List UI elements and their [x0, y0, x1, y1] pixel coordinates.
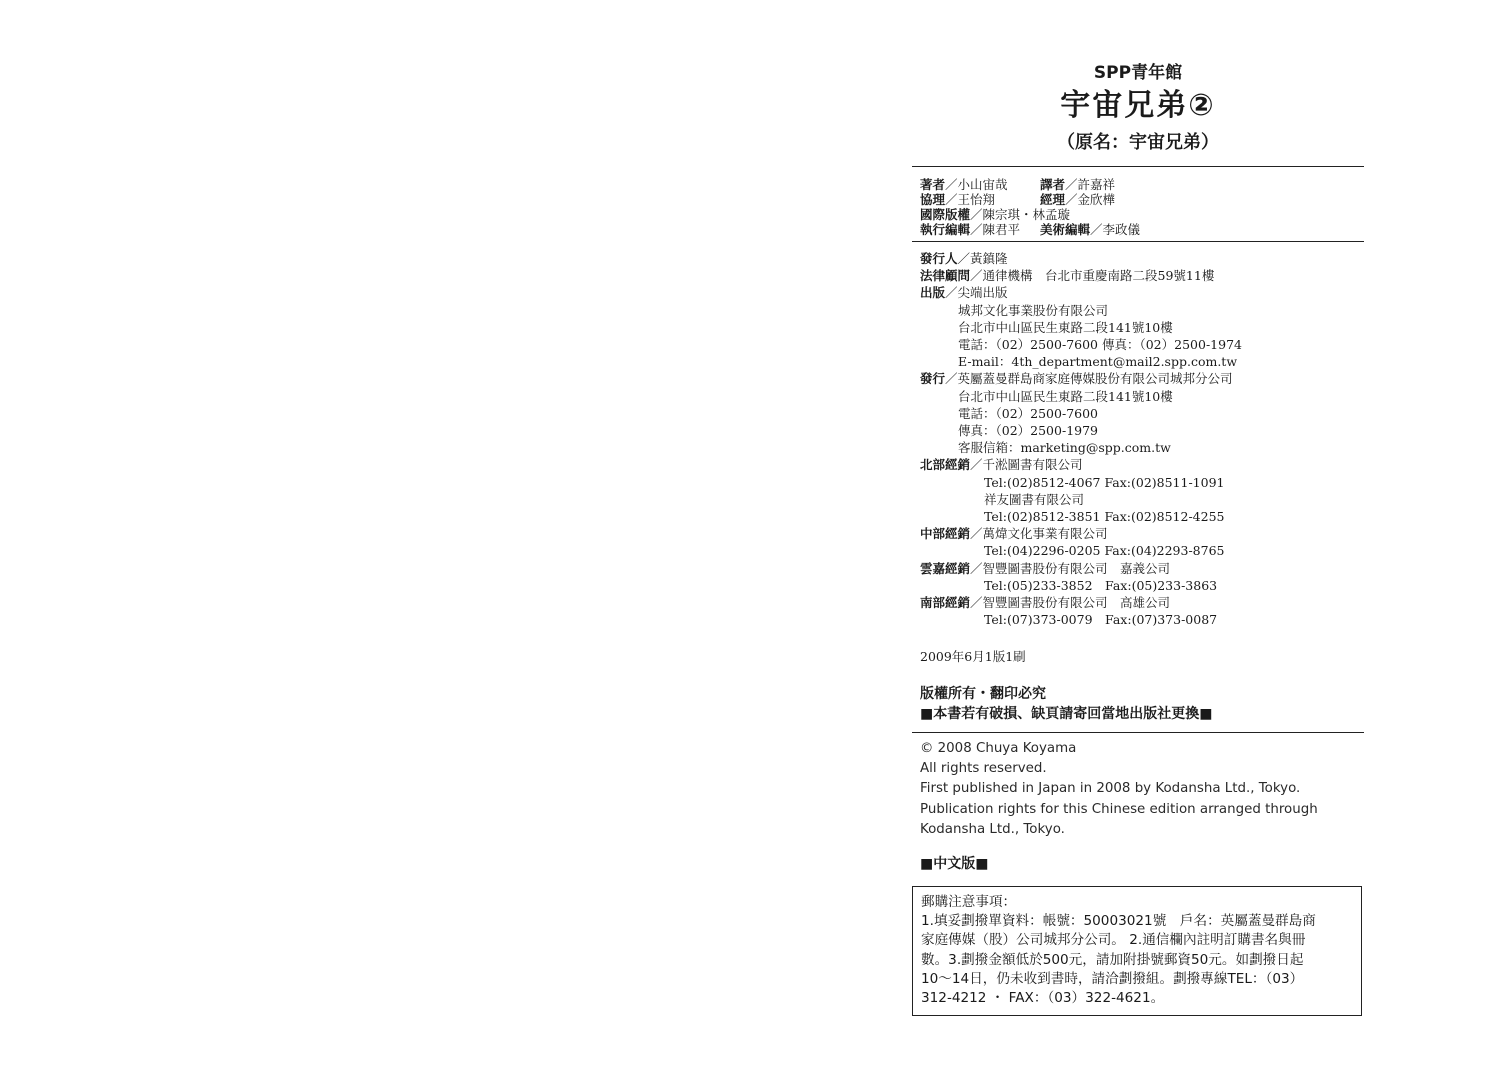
- publisher-block: [912, 242, 1364, 724]
- notice-line: 家庭傳媒（股）公司城邦分公司。 2.通信欄內註明訂購書名與冊: [921, 932, 1306, 949]
- notice-line: 1.填妥劃撥單資料：帳號：50003021號 戶名：英屬蓋曼群島商: [921, 913, 1316, 930]
- south-detail: Tel:(07)373-0079 Fax:(07)373-0087: [984, 612, 1218, 628]
- english-copyright: [912, 733, 1364, 841]
- original-title: （原名：宇宙兄弟）: [1057, 132, 1219, 153]
- colophon-page: [912, 60, 1364, 1007]
- notice-line: 312-4212 ・ FAX：（03）322-4621。: [921, 990, 1165, 1007]
- info-key: 出版: [920, 285, 946, 301]
- north-detail: 祥友圖書有限公司: [984, 491, 1085, 507]
- issuer-line: [920, 250, 1364, 267]
- chiayi-line: [920, 560, 1364, 577]
- copyright-line: All rights reserved.: [920, 761, 1047, 777]
- rights-line: 版權所有・翻印必究: [920, 685, 1046, 702]
- credit-value: ／李政儀: [1090, 222, 1141, 237]
- credit-key: 國際版權: [920, 207, 971, 222]
- credit-key: 譯者: [1040, 177, 1066, 192]
- dist-line: [920, 370, 1364, 387]
- credit-key: 經理: [1040, 192, 1066, 207]
- info-key: 發行: [920, 371, 946, 387]
- copyright-line: © 2008 Chuya Koyama: [920, 740, 1077, 756]
- credit-value: ／陳君平: [970, 222, 1021, 237]
- info-value: ／萬煒文化事業有限公司: [970, 526, 1108, 542]
- rights-notice: [920, 684, 1364, 724]
- credits-block: [912, 167, 1364, 241]
- info-value: ／智豐圖書股份有限公司 高雄公司: [970, 595, 1171, 611]
- pub-detail: 電話：（02）2500-7600 傳真：（02）2500-1974: [958, 337, 1242, 353]
- mail-order-notice: [912, 886, 1362, 1016]
- copyright-line: First published in Japan in 2008 by Kodansha Ltd., Tokyo.: [920, 781, 1301, 797]
- dist-detail: 傳真：（02）2500-1979: [958, 423, 1099, 439]
- credit-row: [920, 207, 1364, 222]
- credit-key: 執行編輯: [920, 222, 971, 237]
- dist-detail: 客服信箱：marketing@spp.com.tw: [958, 440, 1171, 456]
- info-value: ／尖端出版: [945, 285, 1008, 301]
- info-value: ／通律機構 台北市重慶南路二段59號11樓: [970, 268, 1215, 284]
- central-line: [920, 525, 1364, 542]
- edition-label: ■中文版■: [920, 855, 989, 872]
- info-key: 法律顧問: [920, 268, 971, 284]
- info-key: 發行人: [920, 251, 958, 266]
- edition-date: 2009年6月1版1刷: [920, 649, 1026, 665]
- credit-value: ／許嘉祥: [1065, 177, 1116, 192]
- series-name: SPP青年館: [1093, 63, 1183, 83]
- credit-row: [920, 222, 1364, 237]
- pub-line: [920, 284, 1364, 301]
- info-key: 北部經銷: [920, 457, 971, 473]
- credit-value: ／王怡翔: [945, 192, 996, 207]
- legal-line: [920, 267, 1364, 284]
- credit-row: [920, 192, 1364, 207]
- credit-key: 著者: [920, 177, 946, 192]
- credit-value: ／小山宙哉: [945, 177, 1008, 192]
- info-key: 中部經銷: [920, 526, 971, 542]
- copyright-line: Kodansha Ltd., Tokyo.: [920, 822, 1065, 838]
- info-value: ／智豐圖書股份有限公司 嘉義公司: [970, 560, 1171, 576]
- info-value: ／千淞圖書有限公司: [970, 457, 1083, 473]
- book-title: 宇宙兄弟②: [1060, 88, 1216, 123]
- pub-detail: 台北市中山區民生東路二段141號10樓: [958, 319, 1173, 335]
- credit-row: [920, 177, 1364, 192]
- info-key: 南部經銷: [920, 595, 971, 611]
- south-line: [920, 594, 1364, 611]
- notice-line: 數。3.劃撥金額低於500元，請加附掛號郵資50元。如劃撥日起: [921, 951, 1304, 968]
- credit-value: ／金欣樺: [1065, 192, 1116, 207]
- notice-line: 10～14日，仍未收到書時，請洽劃撥組。劃撥專線TEL：（03）: [921, 970, 1304, 987]
- dist-detail: 台北市中山區民生東路二段141號10樓: [958, 388, 1173, 404]
- info-key: 雲嘉經銷: [920, 560, 971, 576]
- north-line: [920, 456, 1364, 473]
- rights-line: ■本書若有破損、缺頁請寄回當地出版社更換■: [920, 705, 1213, 722]
- copyright-line: Publication rights for this Chinese edition arranged through: [920, 801, 1318, 817]
- pub-detail: E-mail：4th_department@mail2.spp.com.tw: [958, 354, 1238, 370]
- north-detail: Tel:(02)8512-3851 Fax:(02)8512-4255: [984, 509, 1225, 525]
- pub-detail: 城邦文化事業股份有限公司: [958, 302, 1109, 318]
- credit-key: 美術編輯: [1040, 222, 1091, 237]
- notice-title: 郵購注意事項：: [921, 894, 1017, 910]
- info-value: ／黃鎮隆: [957, 251, 1008, 266]
- credit-key: 協理: [920, 192, 946, 207]
- north-detail: Tel:(02)8512-4067 Fax:(02)8511-1091: [984, 474, 1225, 490]
- dist-detail: 電話：（02）2500-7600: [958, 405, 1099, 421]
- credit-value: ／陳宗琪・林孟璇: [970, 207, 1071, 222]
- info-value: ／英屬蓋曼群島商家庭傳媒股份有限公司城邦分公司: [945, 371, 1233, 387]
- chiayi-detail: Tel:(05)233-3852 Fax:(05)233-3863: [984, 577, 1218, 593]
- central-detail: Tel:(04)2296-0205 Fax:(04)2293-8765: [984, 543, 1225, 559]
